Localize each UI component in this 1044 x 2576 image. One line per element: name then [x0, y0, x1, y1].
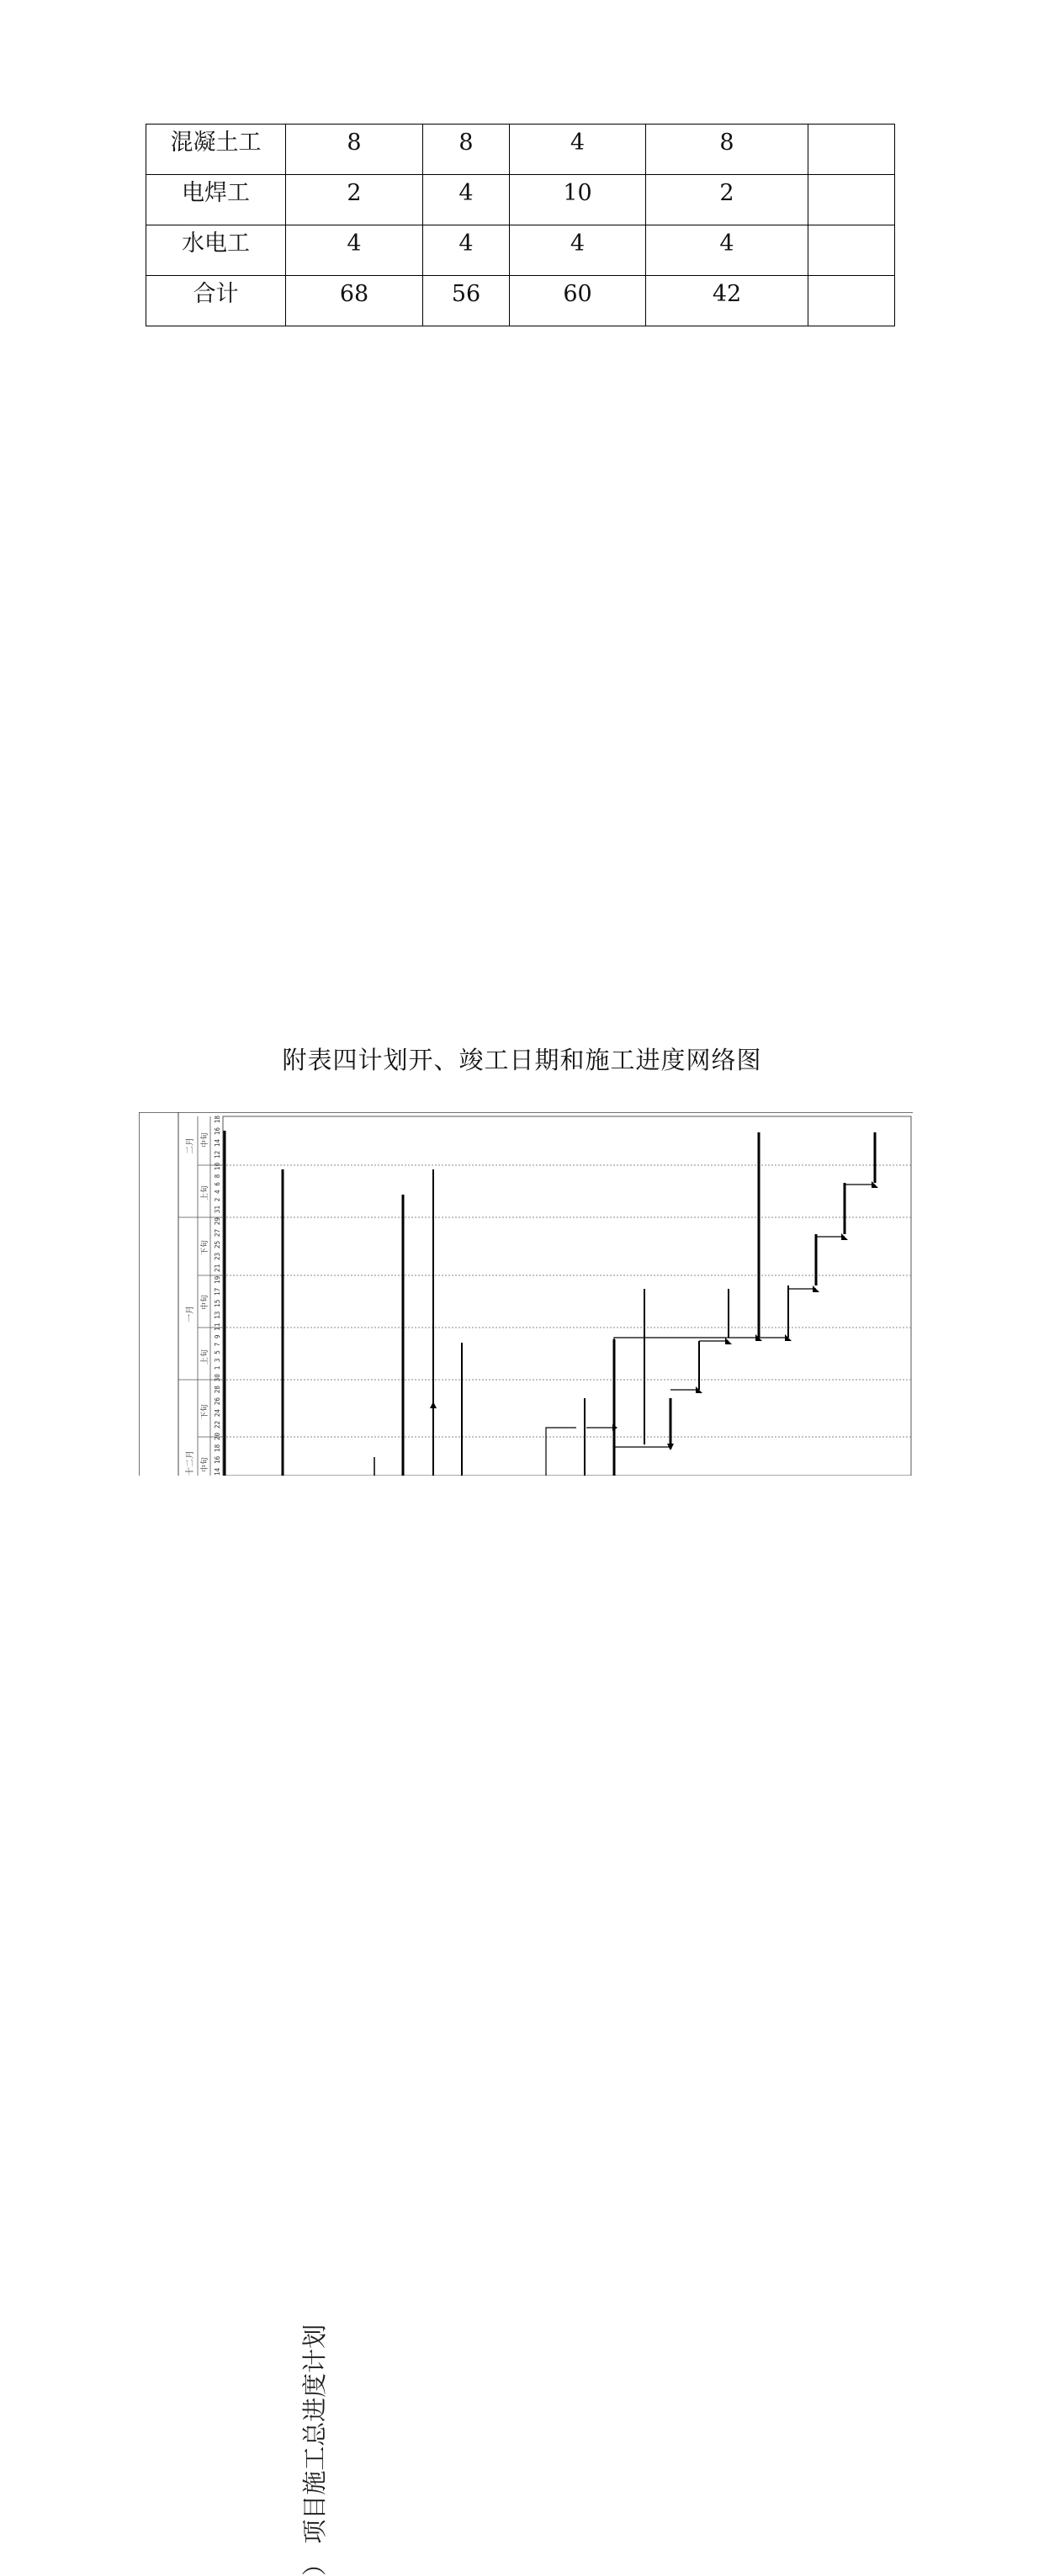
value-cell: 10 [510, 175, 646, 225]
appendix-caption: 附表四计划开、竣工日期和施工进度网络图 [282, 1046, 762, 1074]
value-cell: 2 [646, 175, 808, 225]
arrow-head [430, 1402, 437, 1408]
dependency-link [614, 1338, 788, 1339]
period-label: 中旬 [201, 1132, 209, 1148]
schedule-network-figure [139, 1112, 913, 2576]
value-cell [808, 125, 895, 175]
period-label: 上旬 [201, 1185, 209, 1201]
chart-plot-frame [223, 1116, 911, 1476]
total-value-cell: 42 [646, 276, 808, 326]
value-cell: 8 [423, 125, 510, 175]
value-cell [808, 225, 895, 276]
value-cell: 4 [646, 225, 808, 276]
value-cell: 8 [646, 125, 808, 175]
value-cell: 4 [510, 225, 646, 276]
value-cell: 4 [423, 175, 510, 225]
total-value-cell [808, 276, 895, 326]
value-cell: 2 [286, 175, 423, 225]
period-label: 中旬 [201, 1294, 209, 1310]
value-cell: 8 [286, 125, 423, 175]
value-cell [808, 175, 895, 225]
month-label: 十二月 [186, 1450, 195, 1476]
schedule-network-diagram [139, 1112, 913, 1476]
total-label-cell: 合计 [146, 276, 286, 326]
table-row [146, 125, 895, 175]
table-row [146, 225, 895, 276]
table-row [146, 175, 895, 225]
trade-cell: 电焊工 [146, 175, 286, 225]
total-value-cell: 68 [286, 276, 423, 326]
value-cell: 4 [286, 225, 423, 276]
total-value-cell: 60 [510, 276, 646, 326]
period-label: 上旬 [201, 1349, 209, 1365]
trade-cell: 混凝土工 [146, 125, 286, 175]
arrow-head [841, 1233, 848, 1240]
period-label: 下旬 [201, 1239, 209, 1255]
chart-title: ） 项目施工总进度计划 [300, 2324, 329, 2576]
value-cell: 4 [423, 225, 510, 276]
period-label: 中旬 [201, 1456, 209, 1472]
total-value-cell: 56 [423, 276, 510, 326]
arrow-head [725, 1338, 732, 1344]
month-label: 一月 [186, 1306, 195, 1322]
value-cell: 4 [510, 125, 646, 175]
day-scale: 14 16 18 20 22 24 26 28 30 1 3 5 7 9 11 13 15 17 19 21 23 25 27 29 31 2 4 6 8 10 12 14 16 18 [214, 1121, 221, 1476]
month-label: 二月 [186, 1137, 195, 1154]
arrow-head [813, 1285, 819, 1292]
labor-staffing-table [146, 124, 895, 326]
trade-cell: 水电工 [146, 225, 286, 276]
table-row-total [146, 276, 895, 326]
dependency-link [546, 1428, 576, 1476]
period-label: 下旬 [201, 1403, 209, 1419]
